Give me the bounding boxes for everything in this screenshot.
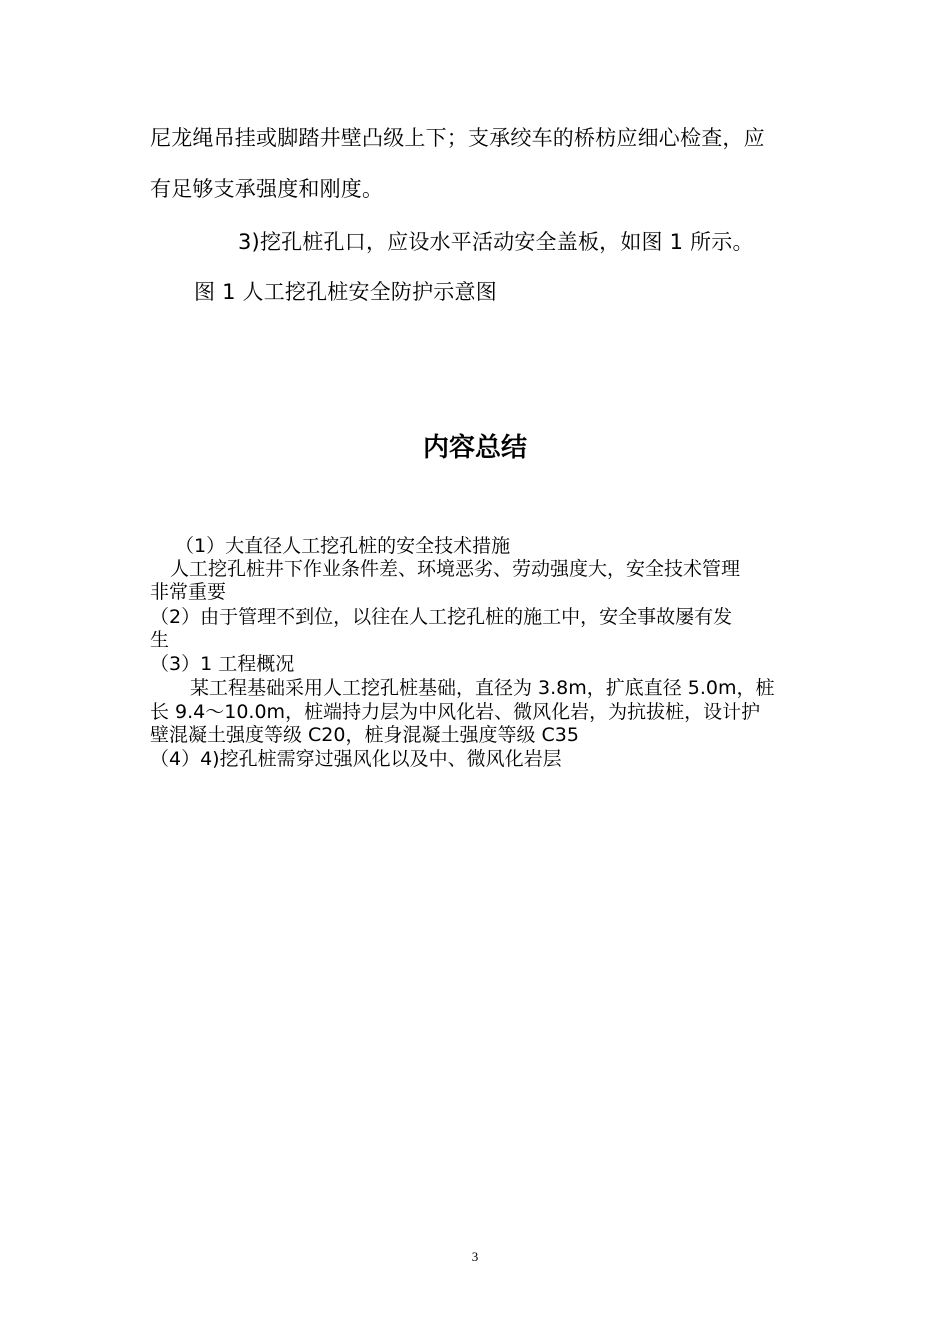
summary-text-line: （4）4)挖孔桩需穿过强风化以及中、微风化岩层	[150, 748, 562, 770]
body-paragraph-line: 有足够支承强度和刚度。	[150, 177, 384, 201]
page-number: 3	[471, 1249, 479, 1264]
summary-text-line: （2）由于管理不到位，以往在人工挖孔桩的施工中，安全事故屡有发	[150, 606, 733, 628]
body-paragraph: 3)挖孔桩孔口，应设水平活动安全盖板，如图 1 所示。	[238, 230, 754, 254]
summary-text-line: 长 9.4～10.0m，桩端持力层为中风化岩、微风化岩，为抗拔桩，设计护	[150, 701, 761, 723]
summary-title: 内容总结	[422, 433, 527, 463]
summary-text-line: 非常重要	[150, 581, 227, 603]
body-paragraph-line: 尼龙绳吊挂或脚踏井壁凸级上下；支承绞车的桥枋应细心检查，应	[150, 126, 765, 150]
summary-text-line: 生	[150, 629, 170, 651]
summary-text-line: 人工挖孔桩井下作业条件差、环境恶劣、劳动强度大，安全技术管理	[170, 558, 741, 580]
figure-caption: 图 1 人工挖孔桩安全防护示意图	[194, 280, 497, 304]
summary-item-heading: （1）大直径人工挖孔桩的安全技术措施	[175, 535, 511, 557]
summary-item-heading: （3）1 工程概况	[150, 653, 295, 675]
summary-text-line: 某工程基础采用人工挖孔桩基础，直径为 3.8m，扩底直径 5.0m，桩	[190, 677, 775, 699]
summary-text-line: 壁混凝土强度等级 C20，桩身混凝土强度等级 C35	[150, 724, 579, 746]
